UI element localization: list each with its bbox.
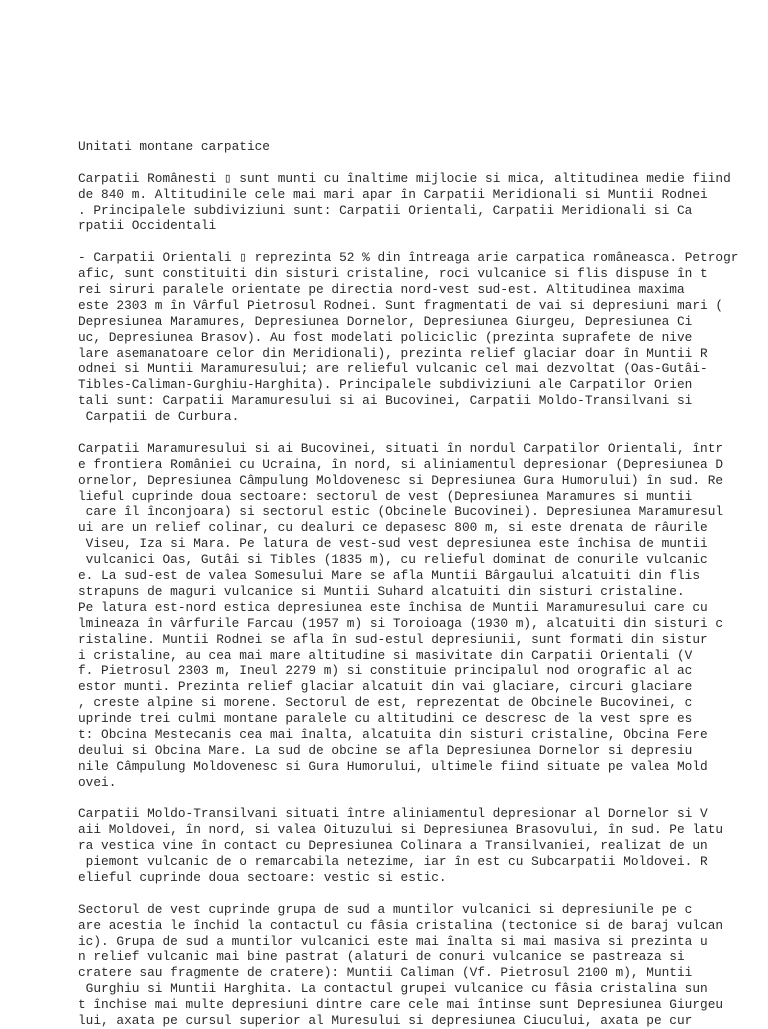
text-line: odnei si Muntii Maramuresului; are relieful vulcanic cel mai dezvoltat (Oas-Gutâi- <box>78 361 708 377</box>
text-line: Carpatii Românesti ▯ sunt munti cu înaltime mijlocie si mica, altitudinea medie fiind <box>78 170 731 186</box>
text-line: ornelor, Depresiunea Câmpulung Moldovenesc si Depresiunea Gura Humorului) în sud. Re <box>78 472 724 488</box>
text-line: are acestia le închid la contactul cu fâsia cristalina (tectonice si de baraj vulcan <box>78 917 724 933</box>
text-line: - Carpatii Orientali ▯ reprezinta 52 % din întreaga arie carpatica româneasca. Petrogr <box>78 250 739 266</box>
text-line: ra vestica vine în contact cu Depresiunea Colinara a Transilvaniei, realizat de un <box>78 838 708 854</box>
text-line: de 840 m. Altitudinile cele mai mari apar în Carpatii Meridionali si Muntii Rodnei <box>78 186 708 202</box>
text-line: Depresiunea Maramures, Depresiunea Dornelor, Depresiunea Giurgeu, Depresiunea Ci <box>78 313 693 329</box>
text-line: f. Pietrosul 2303 m, Ineul 2279 m) si constituie principalul nod orografic al ac <box>78 663 693 679</box>
text-line: cratere sau fragmente de cratere): Muntii Caliman (Vf. Pietrosul 2100 m), Muntii <box>78 965 693 981</box>
text-line: i cristaline, au cea mai mare altitudine si masivitate din Carpatii Orientali (V <box>78 647 693 663</box>
text-line: lare asemanatoare celor din Meridionali), prezinta relief glaciar doar în Muntii R <box>78 345 708 361</box>
document-title: Unitati montane carpatice <box>78 139 270 154</box>
text-line: lui, axata pe cursul superior al Muresului si depresiunea Ciucului, axata pe cur <box>78 1012 693 1028</box>
text-line: ic). Grupa de sud a muntilor vulcanici este mai înalta si mai masiva si prezinta u <box>78 933 708 949</box>
text-line: Tibles-Caliman-Gurghiu-Harghita). Principalele subdiviziuni ale Carpatilor Orien <box>78 377 693 393</box>
text-line: Gurghiu si Muntii Harghita. La contactul grupei vulcanice cu fâsia cristalina sun <box>78 981 708 997</box>
text-line: deului si Obcina Mare. La sud de obcine se afla Depresiunea Dornelor si depresiu <box>78 742 693 758</box>
text-line: . Principalele subdiviziuni sunt: Carpatii Orientali, Carpatii Meridionali si Ca <box>78 202 693 218</box>
text-line: t închise mai multe depresiuni dintre care cele mai întinse sunt Depresiunea Giurgeu <box>78 997 724 1013</box>
text-line: n relief vulcanic mai bine pastrat (alaturi de conuri vulcanice se pastreaza si <box>78 949 685 965</box>
text-line: Sectorul de vest cuprinde grupa de sud a muntilor vulcanici si depresiunile pe c <box>78 901 693 917</box>
text-line: Pe latura est-nord estica depresiunea este închisa de Muntii Maramuresului care cu <box>78 599 708 615</box>
text-line: Carpatii de Curbura. <box>78 409 240 425</box>
text-line: uc, Depresiunea Brasov). Au fost modelati policiclic (prezinta suprafete de nive <box>78 329 693 345</box>
text-line: , creste alpine si morene. Sectorul de est, reprezentat de Obcinele Bucovinei, c <box>78 695 693 711</box>
text-line: elieful cuprinde doua sectoare: vestic si estic. <box>78 869 447 885</box>
text-line <box>78 234 768 250</box>
text-line: rpatii Occidentali <box>78 218 217 234</box>
text-line: piemont vulcanic de o remarcabila netezime, iar în est cu Subcarpatii Moldovei. R <box>78 854 708 870</box>
text-line: e. La sud-est de valea Somesului Mare se afla Muntii Bârgaului alcatuiti din flis <box>78 568 701 584</box>
text-line: ui are un relief colinar, cu dealuri ce depasesc 800 m, si este drenata de râurile <box>78 520 708 536</box>
text-line: Carpatii Moldo-Transilvani situati între aliniamentul depresionar al Dornelor si V <box>78 806 708 822</box>
text-line: strapuns de maguri vulcanice si Muntii Suhard alcatuiti din sisturi cristaline. <box>78 583 685 599</box>
document-body <box>78 139 768 1029</box>
text-line: rei siruri paralele orientate pe directia nord-vest sud-est. Altitudinea maxima <box>78 282 685 298</box>
text-line: Viseu, Iza si Mara. Pe latura de vest-sud vest depresiunea este închisa de muntii <box>78 536 708 552</box>
text-line: aii Moldovei, în nord, si valea Oituzului si Depresiunea Brasovului, în sud. Pe latu <box>78 822 724 838</box>
text-line: lieful cuprinde doua sectoare: sectorul de vest (Depresiunea Maramures si muntii <box>78 488 693 504</box>
text-line: afic, sunt constituiti din sisturi cristaline, roci vulcanice si flis dispuse în t <box>78 266 708 282</box>
text-line: tali sunt: Carpatii Maramuresului si ai Bucovinei, Carpatii Moldo-Transilvani si <box>78 393 693 409</box>
text-line: este 2303 m în Vârful Pietrosul Rodnei. Sunt fragmentati de vai si depresiuni mari ( <box>78 297 724 313</box>
text-line: t: Obcina Mestecanis cea mai înalta, alcatuita din sisturi cristaline, Obcina Fere <box>78 726 708 742</box>
text-line: ovei. <box>78 774 117 790</box>
text-line: lmineaza în vârfurile Farcau (1957 m) si Toroioaga (1930 m), alcatuiti din sisturi c <box>78 615 724 631</box>
text-line: care îl înconjoara) si sectorul estic (Obcinele Bucovinei). Depresiunea Maramuresul <box>78 504 724 520</box>
text-line: nile Câmpulung Moldovenesc si Gura Humorului, ultimele fiind situate pe valea Mold <box>78 758 708 774</box>
text-line <box>78 791 768 807</box>
text-line: vulcanici Oas, Gutâi si Tibles (1835 m), cu relieful dominat de conurile vulcanic <box>78 552 708 568</box>
text-line: estor munti. Prezinta relief glaciar alcatuit din vai glaciare, circuri glaciare <box>78 679 693 695</box>
text-line: ristaline. Muntii Rodnei se afla în sud-estul depresiunii, sunt formati din sistur <box>78 631 708 647</box>
text-line: uprinde trei culmi montane paralele cu altitudini ce descresc de la vest spre es <box>78 711 693 727</box>
text-line <box>78 425 768 441</box>
text-line <box>78 155 768 171</box>
text-line: Carpatii Maramuresului si ai Bucovinei, situati în nordul Carpatilor Orientali, într <box>78 440 724 456</box>
text-line <box>78 886 768 902</box>
text-line: e frontiera României cu Ucraina, în nord, si aliniamentul depresionar (Depresiunea D <box>78 456 724 472</box>
